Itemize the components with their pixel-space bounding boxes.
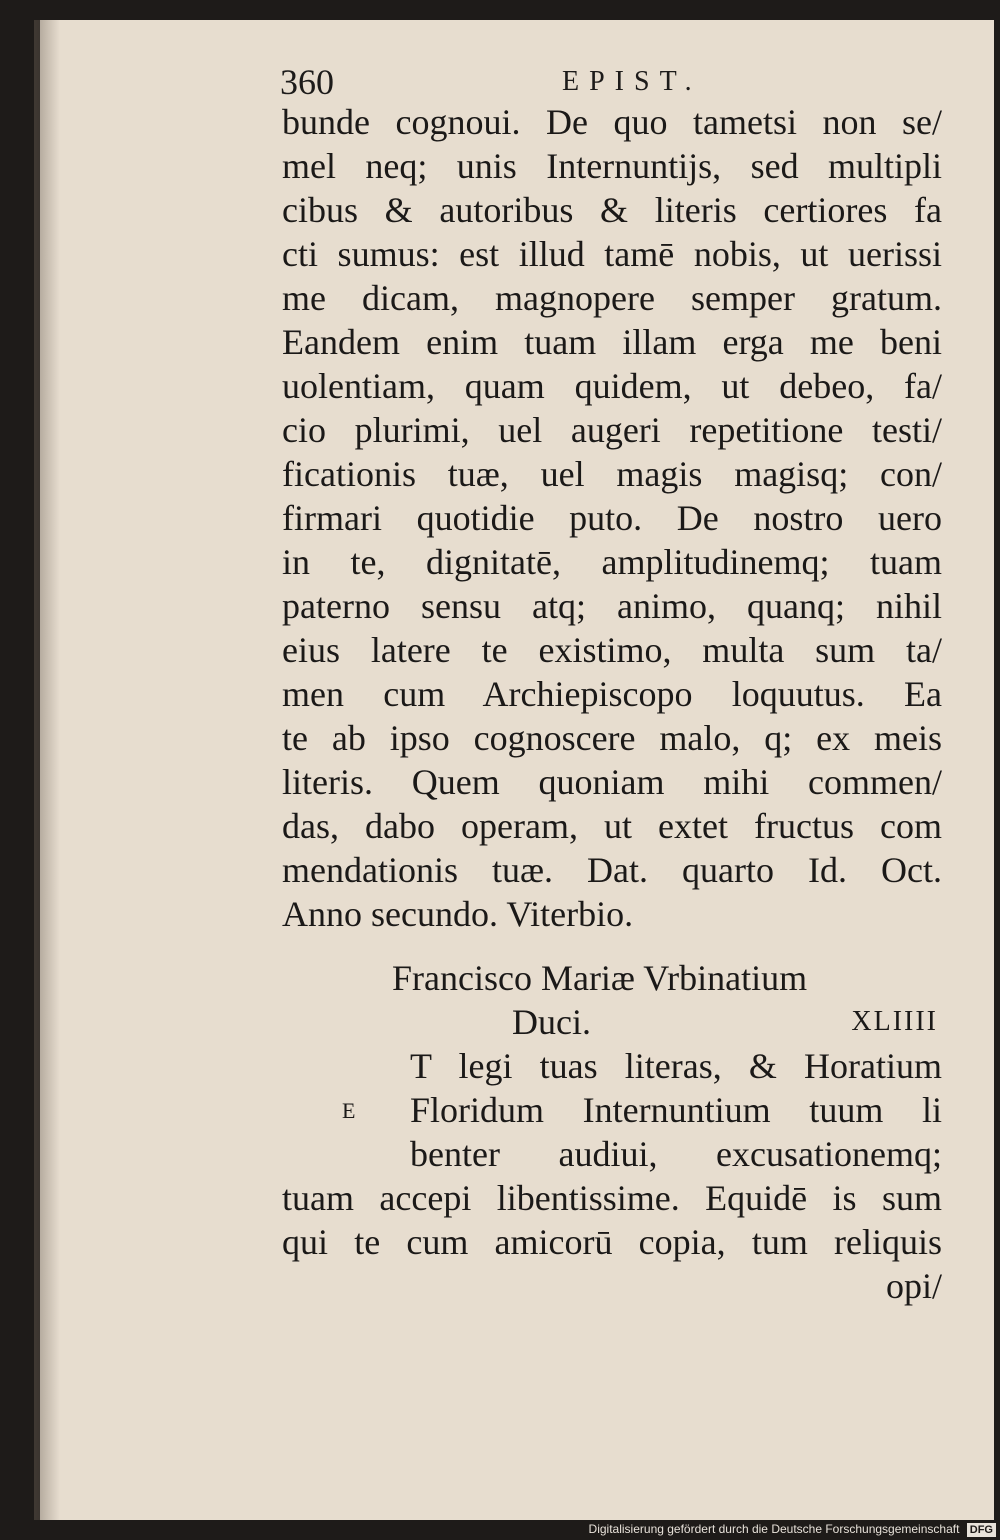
text-line: Eandem enim tuam illam erga me beni bbox=[282, 322, 942, 362]
text-line: te ab ipso cognoscere malo, q; ex meis bbox=[282, 718, 942, 758]
credit-text: Digitalisierung gefördert durch die Deutsche Forschungsgemeinschaft bbox=[588, 1522, 960, 1536]
text-line: benter audiui, excusationemq; bbox=[410, 1134, 942, 1174]
section-title: EPIST. bbox=[562, 66, 702, 97]
text-line: literis. Quem quoniam mihi commen/ bbox=[282, 762, 942, 802]
digitization-credit bbox=[589, 1520, 996, 1538]
initial-letter: E bbox=[342, 1098, 356, 1123]
text-line: cti sumus: est illud tamē nobis, ut uerissi bbox=[282, 234, 942, 274]
letter-heading-line-2 bbox=[392, 1000, 938, 1044]
text-line: cio plurimi, uel augeri repetitione testi/ bbox=[282, 410, 942, 450]
letter-number: XLIIII bbox=[851, 1006, 938, 1037]
dfg-logo: DFG bbox=[967, 1523, 996, 1537]
text-line: Floridum Internuntium tuum li bbox=[410, 1090, 942, 1130]
text-line: uolentiam, quam quidem, ut debeo, fa/ bbox=[282, 366, 942, 406]
text-line: men cum Archiepiscopo loquutus. Ea bbox=[282, 674, 942, 714]
text-line: me dicam, magnopere semper gratum. bbox=[282, 278, 942, 318]
text-line: cibus & autoribus & literis certiores fa bbox=[282, 190, 942, 230]
text-line: T legi tuas literas, & Horatium bbox=[410, 1046, 942, 1086]
page-number: 360 bbox=[280, 62, 334, 102]
text-line: ficationis tuæ, uel magis magisq; con/ bbox=[282, 454, 942, 494]
text-line: firmari quotidie puto. De nostro uero bbox=[282, 498, 942, 538]
letter-recipient-end: Duci. bbox=[512, 1002, 591, 1042]
text-line: das, dabo operam, ut extet fructus com bbox=[282, 806, 942, 846]
running-head bbox=[280, 60, 940, 104]
text-line: paterno sensu atq; animo, quanq; nihil bbox=[282, 586, 942, 626]
text-line: bunde cognoui. De quo tametsi non se/ bbox=[282, 102, 942, 142]
text-line: eius latere te existimo, multa sum ta/ bbox=[282, 630, 942, 670]
text-line: Anno secundo. Viterbio. bbox=[282, 894, 634, 934]
text-line: tuam accepi libentissime. Equidē is sum bbox=[282, 1178, 942, 1218]
body-text bbox=[282, 100, 942, 936]
letter-text bbox=[282, 1044, 942, 1308]
letter-recipient: Francisco Mariæ Vrbinatium bbox=[392, 958, 808, 998]
text-line: qui te cum amicorū copia, tum reliquis bbox=[282, 1222, 942, 1262]
catchword: opi/ bbox=[885, 1266, 942, 1306]
letter-heading bbox=[392, 956, 938, 1044]
text-line: in te, dignitatē, amplitudinemq; tuam bbox=[282, 542, 942, 582]
text-line: mendationis tuæ. Dat. quarto Id. Oct. bbox=[282, 850, 942, 890]
text-line: mel neq; unis Internuntijs, sed multipli bbox=[282, 146, 942, 186]
page-gutter-shadow bbox=[34, 20, 60, 1520]
